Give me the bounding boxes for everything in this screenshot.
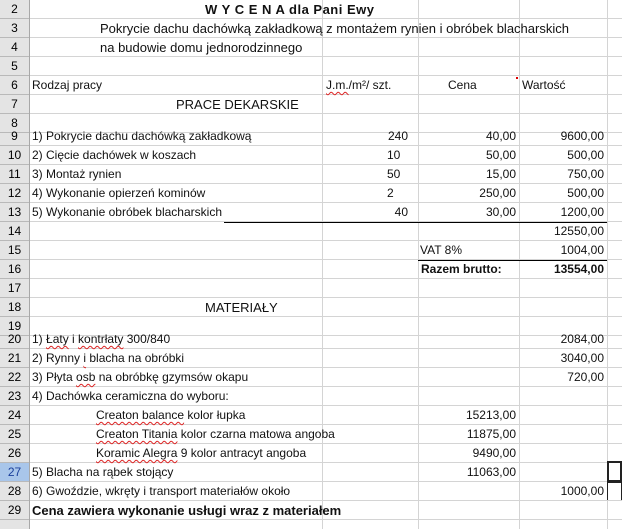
sheet-row[interactable]: [0, 387, 622, 406]
sheet-row[interactable]: [0, 146, 622, 165]
material-name[interactable]: [32, 330, 170, 349]
vat-label[interactable]: VAT 8%: [420, 243, 463, 257]
header-jm[interactable]: [326, 76, 391, 95]
row-number[interactable]: 20: [0, 330, 29, 349]
sheet-row[interactable]: [0, 184, 622, 203]
section-works[interactable]: PRACE DEKARSKIE: [176, 97, 299, 112]
work-name[interactable]: 1) Pokrycie dachu dachówką zakładkową: [32, 129, 252, 143]
tile-option-desc: 9 kolor antracyt angoba: [177, 446, 307, 460]
row-cells: [30, 279, 622, 298]
work-name[interactable]: 5) Wykonanie obróbek blacharskich: [32, 205, 222, 219]
work-qty[interactable]: 2: [387, 186, 394, 200]
material-value[interactable]: 2084,00: [560, 332, 604, 346]
row-cells: [30, 444, 622, 463]
work-value[interactable]: 750,00: [567, 167, 604, 181]
row-cells: [30, 95, 622, 114]
work-price[interactable]: 15,00: [485, 167, 516, 181]
header-cena[interactable]: Cena: [448, 78, 477, 92]
material-value[interactable]: 1000,00: [560, 484, 604, 498]
tile-option-name: Koramic Alegra: [96, 446, 178, 460]
row-cells: [30, 425, 622, 444]
row-cells: [30, 38, 622, 57]
material-text: 1): [32, 332, 47, 346]
row-cells: [30, 298, 622, 317]
row-number[interactable]: 27: [0, 463, 29, 482]
row-cells: [30, 463, 622, 482]
sheet-row[interactable]: [0, 349, 622, 368]
row-number[interactable]: 3: [0, 19, 29, 38]
row-cells: [30, 146, 622, 165]
sheet-row[interactable]: [0, 222, 622, 241]
work-value[interactable]: 1200,00: [560, 205, 604, 219]
work-price[interactable]: 250,00: [479, 186, 516, 200]
material-text: blacha na obróbki: [86, 351, 185, 365]
row-number[interactable]: 28: [0, 482, 29, 501]
title[interactable]: W Y C E N A dla Pani Ewy: [205, 2, 375, 17]
header-wartosc[interactable]: Wartość: [522, 78, 566, 92]
tile-option-name: Creaton balance: [96, 408, 185, 422]
material-text-flagged: Łaty: [46, 332, 69, 346]
section-materials[interactable]: MATERIAŁY: [205, 300, 278, 315]
material-text: 3) Płyta: [32, 370, 77, 384]
material-text-flagged: i: [83, 351, 87, 365]
row-number[interactable]: 22: [0, 368, 29, 387]
subtitle-line1[interactable]: Pokrycie dachu dachówką zakładkową z montażem rynien i obróbek blacharskich: [100, 21, 569, 36]
work-name[interactable]: 2) Cięcie dachówek w koszach: [32, 148, 197, 162]
sheet-row[interactable]: [0, 57, 622, 76]
sheet-row[interactable]: [0, 127, 622, 146]
row-number[interactable]: 8: [0, 114, 29, 133]
row-number[interactable]: 13: [0, 203, 29, 222]
sheet-row[interactable]: [0, 260, 622, 279]
header-rodzaj[interactable]: Rodzaj pracy: [32, 78, 103, 92]
tile-option[interactable]: [96, 406, 245, 425]
row-number[interactable]: 12: [0, 184, 29, 203]
sheet-row[interactable]: [0, 203, 622, 222]
material-name[interactable]: 6) Gwoździe, wkręty i transport materiałów około: [32, 484, 291, 498]
footer-note[interactable]: Cena zawiera wykonanie usługi wraz z materiałem: [32, 503, 342, 518]
sheet-row[interactable]: [0, 298, 622, 317]
sheet-row-selected[interactable]: [0, 463, 622, 482]
sheet-row[interactable]: [0, 19, 622, 38]
material-name[interactable]: [32, 349, 184, 368]
active-cell-cursor[interactable]: [607, 461, 622, 482]
row-cells: [30, 0, 622, 19]
row-number[interactable]: 5: [0, 57, 29, 76]
row-cells: [30, 349, 622, 368]
tile-option-desc: kolor łupka: [184, 408, 246, 422]
row-cells: [30, 57, 622, 76]
row-cells: [30, 406, 622, 425]
net-total[interactable]: 12550,00: [553, 224, 604, 238]
sheet-row[interactable]: [0, 95, 622, 114]
row-cells: [30, 482, 622, 501]
work-price[interactable]: 40,00: [485, 129, 516, 143]
row-number[interactable]: 9: [0, 127, 29, 146]
sheet-row[interactable]: [0, 482, 622, 501]
work-qty[interactable]: 240: [387, 129, 408, 143]
row-cells: [30, 260, 622, 279]
work-name[interactable]: 3) Montaż rynien: [32, 167, 122, 181]
sheet-row[interactable]: [0, 241, 622, 260]
work-price[interactable]: 30,00: [485, 205, 516, 219]
row-number[interactable]: 24: [0, 406, 29, 425]
row-number[interactable]: 4: [0, 38, 29, 57]
row-cells: [30, 76, 622, 95]
sheet-row[interactable]: [0, 165, 622, 184]
tile-option-price[interactable]: 9490,00: [472, 446, 516, 460]
sheet-row[interactable]: [0, 368, 622, 387]
row-cells: [30, 127, 622, 146]
work-qty[interactable]: 40: [394, 205, 408, 219]
material-text: 300/840: [123, 332, 171, 346]
row-number[interactable]: 15: [0, 241, 29, 260]
work-value[interactable]: 9600,00: [560, 129, 604, 143]
work-qty[interactable]: 10: [387, 148, 401, 162]
row-number[interactable]: 6: [0, 76, 29, 95]
tile-option-desc: kolor czarna matowa angoba: [177, 427, 335, 441]
sheet-row[interactable]: [0, 501, 622, 520]
row-cells: [30, 165, 622, 184]
material-text: 2) Rynny: [32, 351, 84, 365]
row-number[interactable]: 21: [0, 349, 29, 368]
tile-option-price[interactable]: 15213,00: [465, 408, 516, 422]
work-value[interactable]: 500,00: [567, 186, 604, 200]
sheet-row[interactable]: [0, 0, 622, 19]
row-number[interactable]: 25: [0, 425, 29, 444]
row-number[interactable]: 18: [0, 298, 29, 317]
row-number[interactable]: 16: [0, 260, 29, 279]
sheet-row[interactable]: [0, 279, 622, 298]
sheet-row[interactable]: [0, 444, 622, 463]
header-jm-pre: J.m.: [326, 78, 349, 92]
row-number[interactable]: 10: [0, 146, 29, 165]
row-number[interactable]: 29: [0, 501, 29, 520]
comment-marker: [516, 77, 518, 79]
sheet-row[interactable]: [0, 38, 622, 57]
row-cells: [30, 368, 622, 387]
material-name[interactable]: 5) Blacha na rąbek stojący: [32, 465, 174, 479]
row-number[interactable]: 23: [0, 387, 29, 406]
row-number[interactable]: 19: [0, 317, 29, 336]
sheet-row[interactable]: [0, 425, 622, 444]
material-text: i: [68, 332, 79, 346]
row-number[interactable]: 11: [0, 165, 29, 184]
material-name[interactable]: 4) Dachówka ceramiczna do wyboru:: [32, 389, 229, 403]
sheet-row[interactable]: [0, 406, 622, 425]
subtitle-line2[interactable]: na budowie domu jednorodzinnego: [100, 40, 303, 55]
gross-label[interactable]: Razem brutto:: [421, 262, 502, 276]
material-value[interactable]: 3040,00: [560, 351, 604, 365]
work-value[interactable]: 500,00: [567, 148, 604, 162]
material-text-flagged: osb: [76, 370, 96, 384]
row-number[interactable]: 7: [0, 95, 29, 114]
row-number[interactable]: 14: [0, 222, 29, 241]
material-value[interactable]: 720,00: [567, 370, 604, 384]
row-cells: [30, 330, 622, 349]
work-price[interactable]: 50,00: [485, 148, 516, 162]
row-cells: [30, 184, 622, 203]
row-cells: [30, 222, 622, 241]
tile-option-name: Creaton Titania: [96, 427, 178, 441]
row-number[interactable]: 17: [0, 279, 29, 298]
row-cells: [30, 387, 622, 406]
header-jm-post: /m²/ szt.: [348, 78, 392, 92]
work-qty[interactable]: 50: [387, 167, 401, 181]
material-text-flagged: kontrłaty: [78, 332, 124, 346]
gross-value[interactable]: 13554,00: [553, 262, 604, 276]
material-price[interactable]: 11063,00: [466, 465, 516, 479]
row-number[interactable]: 2: [0, 0, 29, 19]
tile-option-price[interactable]: 11875,00: [466, 427, 516, 441]
row-cells: [30, 501, 622, 520]
sheet-row[interactable]: [0, 330, 622, 349]
work-name[interactable]: 4) Wykonanie opierzeń kominów: [32, 186, 206, 200]
tile-option[interactable]: [96, 444, 306, 463]
row-number[interactable]: 26: [0, 444, 29, 463]
material-name[interactable]: [32, 368, 248, 387]
material-text: na obróbkę gzymsów okapu: [95, 370, 249, 384]
tile-option[interactable]: [96, 425, 335, 444]
row-cells: [30, 19, 622, 38]
row-cells: [30, 241, 622, 260]
vat-value[interactable]: 1004,00: [560, 243, 604, 257]
row-cells: [30, 203, 622, 222]
sheet-row[interactable]: [0, 76, 622, 95]
